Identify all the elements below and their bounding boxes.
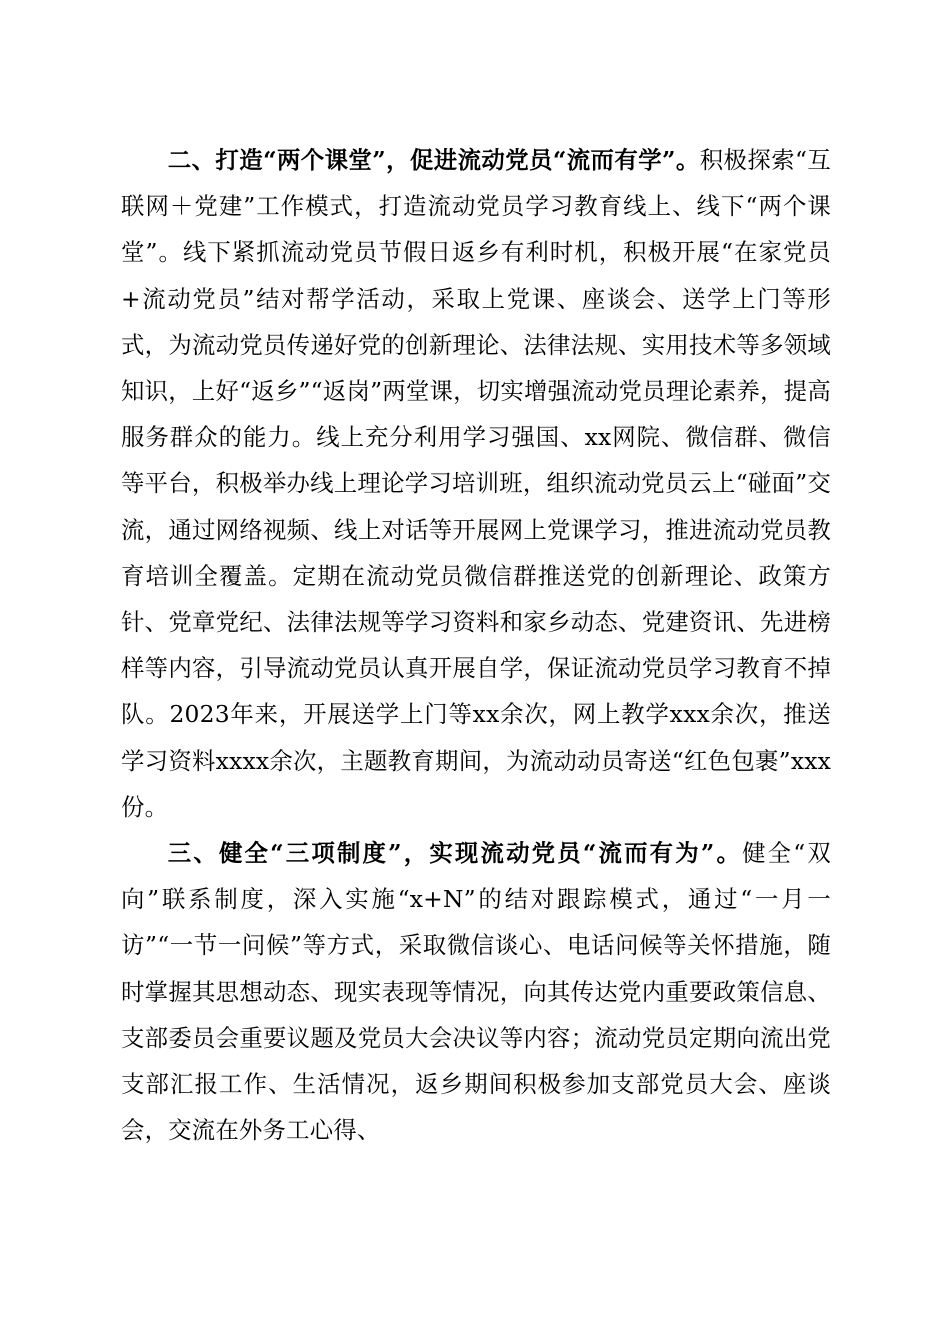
paragraph-section-3 <box>121 830 831 1153</box>
section-3-heading: 三、健全“三项制度”，实现流动党员“流而有为”。 <box>167 839 743 868</box>
paragraph-section-2 <box>121 137 831 830</box>
section-3-body: 健全“双向”联系制度，深入实施“x+N”的结对跟踪模式，通过“一月一访”“一节一问候”等方式，采取微信谈心、电话问候等关怀措施，随时掌握其思想动态、现实表现等情况，向其传达党内重要政策信息、支部委员会重要议题及党员大会决议等内容；流动党员定期向流出党支部汇报工作、生活情况，返乡期间积极参加支部党员大会、座谈会，交流在外务工心得、 <box>121 839 831 1145</box>
section-2-body: 积极探索“互联网＋党建”工作模式，打造流动党员学习教育线上、线下“两个课堂”。线下紧抓流动党员节假日返乡有利时机，积极开展“在家党员+流动党员”结对帮学活动，采取上党课、座谈会、送学上门等形式，为流动党员传递好党的创新理论、法律法规、实用技术等多领域知识，上好“返乡”“返岗”两堂课，切实增强流动党员理论素养，提高服务群众的能力。线上充分利用学习强国、xx网院、微信群、微信等平台，积极举办线上理论学习培训班，组织流动党员云上“碰面”交流，通过网络视频、线上对话等开展网上党课学习，推进流动党员教育培训全覆盖。定期在流动党员微信群推送党的创新理论、政策方针、党章党纪、法律法规等学习资料和家乡动态、党建资讯、先进榜样等内容，引导流动党员认真开展自学，保证流动党员学习教育不掉队。2023年来，开展送学上门等xx余次，网上教学xxx余次，推送学习资料xxxx余次，主题教育期间，为流动动员寄送“红色包裹”xxx份。 <box>121 146 831 821</box>
section-2-heading: 二、打造“两个课堂”，促进流动党员“流而有学”。 <box>167 146 700 174</box>
document-body <box>121 137 831 1153</box>
